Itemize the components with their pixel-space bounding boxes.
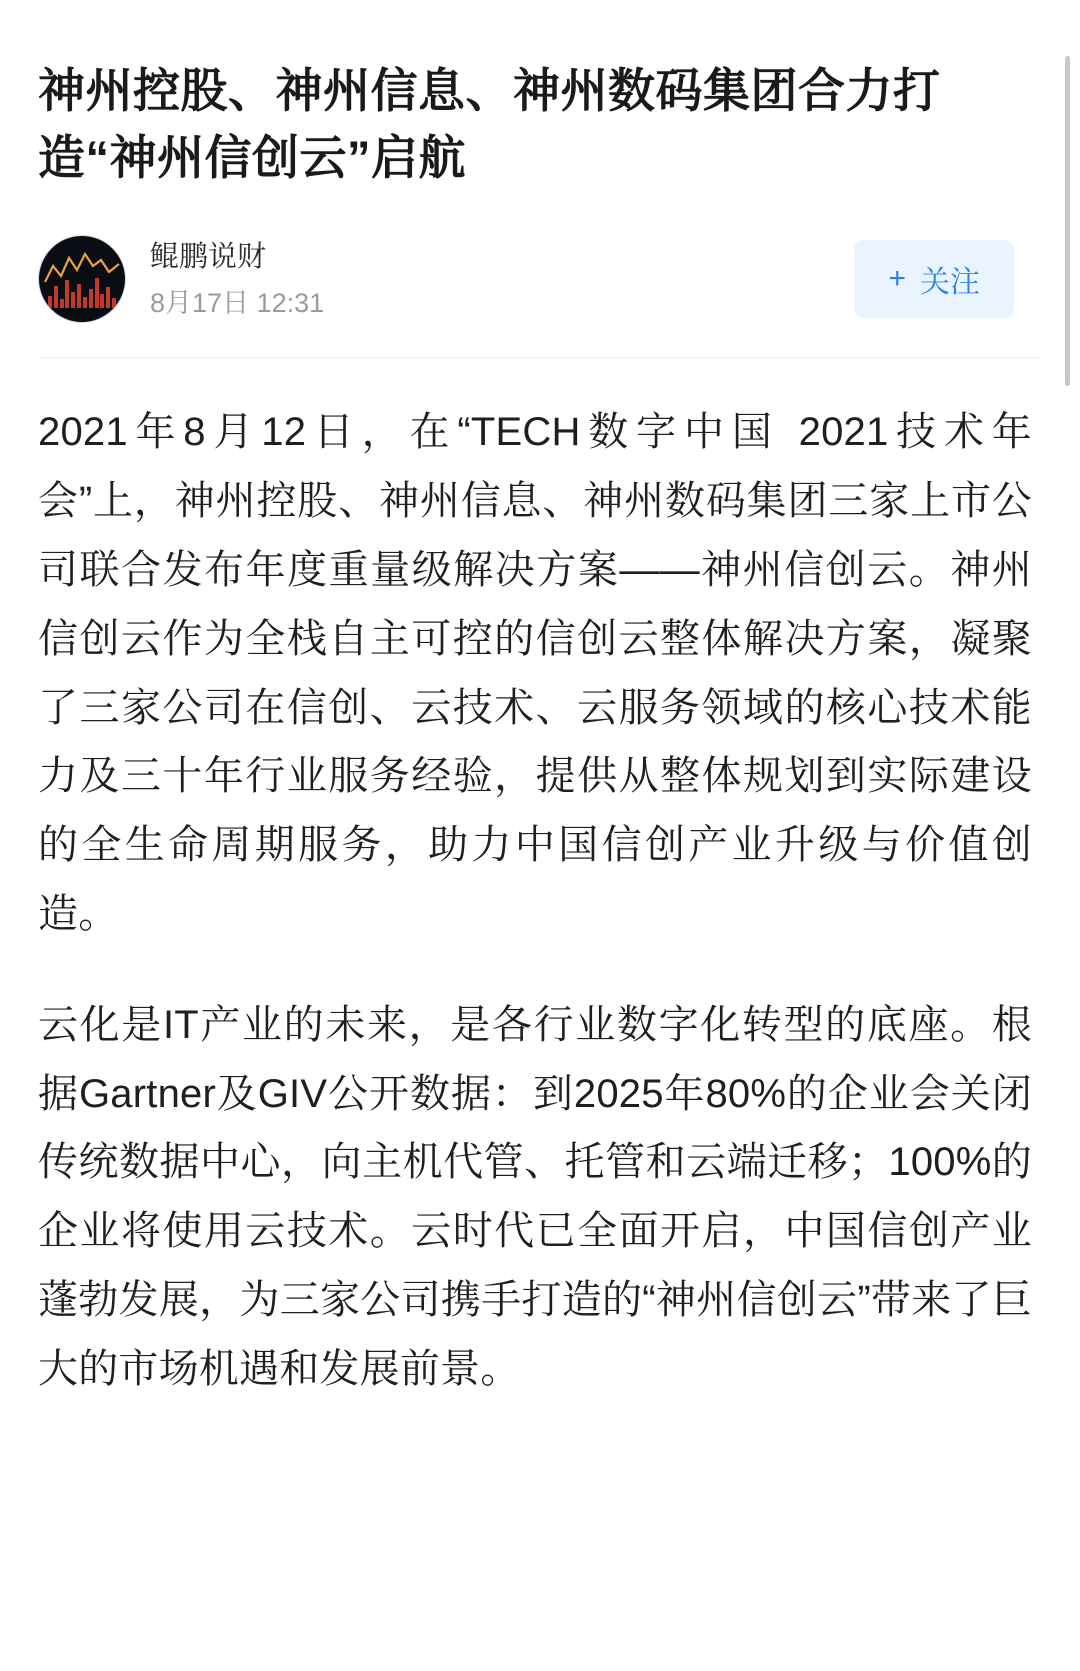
follow-button-label: 关注 xyxy=(920,266,980,300)
article-body xyxy=(38,398,1042,1403)
author-meta-row xyxy=(38,235,1042,323)
header-divider xyxy=(38,357,1042,358)
plus-icon: + xyxy=(888,262,906,296)
article-paragraph: 云化是IT产业的未来，是各行业数字化转型的底座。根据Gartner及GIV公开数据：到2025年80%的企业会关闭传统数据中心，向主机代管、托管和云端迁移；100%的企业将使用云技术。云时代已全面开启，中国信创产业蓬勃发展，为三家公司携手打造的“神州信创云”带来了巨大的市场机遇和发展前景。 xyxy=(38,1002,1032,1391)
author-info xyxy=(150,239,324,320)
avatar[interactable] xyxy=(38,235,126,323)
page-title: 神州控股、神州信息、神州数码集团合力打造“神州信创云”启航 xyxy=(38,64,941,184)
author-name[interactable]: 鲲鹏说财 xyxy=(150,241,267,274)
article-paragraph: 2021年8月12日，在“TECH数字中国 2021技术年会”上，神州控股、神州信息、神州数码集团三家上市公司联合发布年度重量级解决方案——神州信创云。神州信创云作为全栈自主可控的信创云整体解决方案，凝聚了三家公司在信创、云技术、云服务领域的核心技术能力及三十年行业服务经验，提供从整体规划到实际建设的全生命周期服务，助力中国信创产业升级与价值创造。 xyxy=(38,410,1032,937)
publish-time: 8月17日 12:31 xyxy=(150,288,325,319)
avatar-bars xyxy=(39,274,125,308)
vertical-scrollbar[interactable] xyxy=(1065,56,1070,386)
follow-button[interactable] xyxy=(854,240,1014,318)
